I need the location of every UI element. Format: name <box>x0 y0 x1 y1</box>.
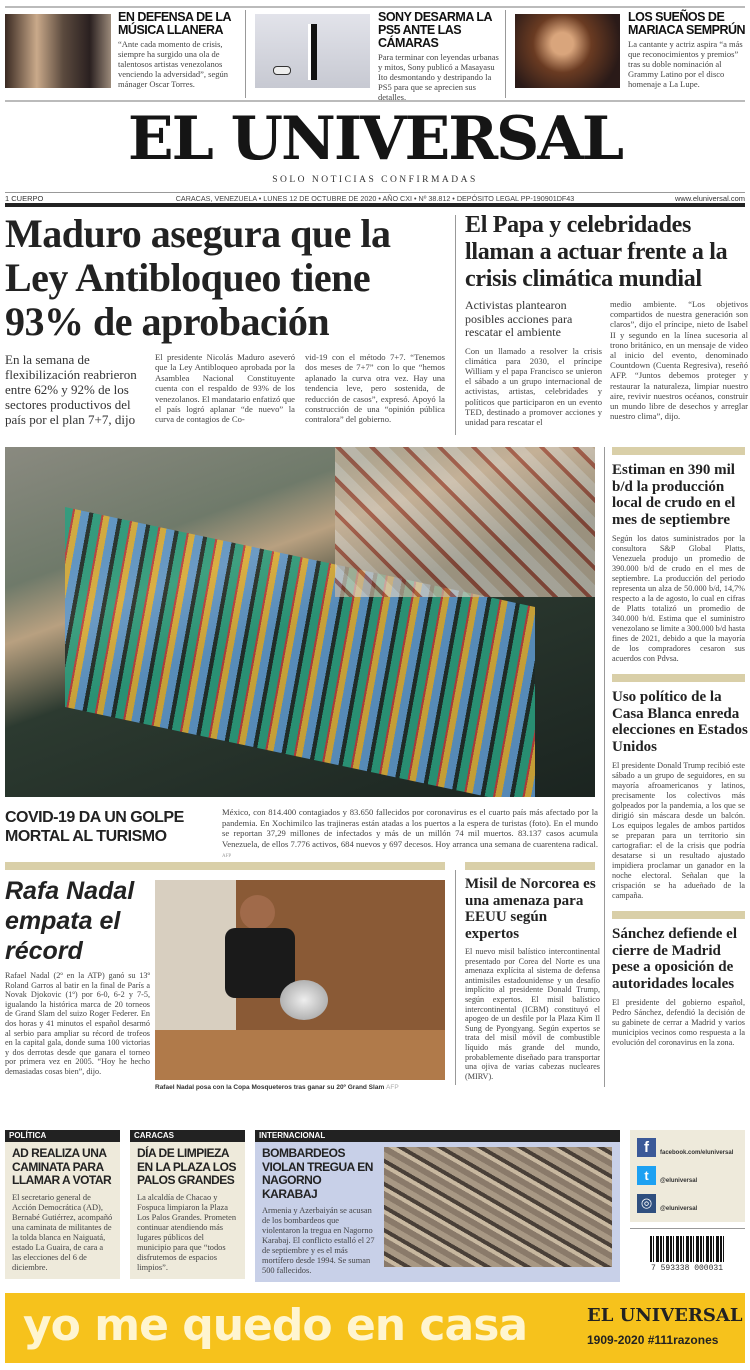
caracas-box <box>130 1130 245 1279</box>
section-label-caracas: CARACAS <box>130 1130 245 1142</box>
instagram-icon: ◎ <box>637 1194 656 1213</box>
dateline-url[interactable]: www.eluniversal.com <box>674 194 745 203</box>
banner-brand: EL UNIVERSAL <box>587 1305 743 1326</box>
covid-text <box>222 807 598 863</box>
lead-deck: En la semana de flexibilización reabrieron entre 62% y 92% de los sectores productivos del país por el plan 7+7, dijo <box>5 352 137 427</box>
top-story-1-title[interactable]: EN DEFENSA DE LA MÚSICA LLANERA <box>118 10 231 37</box>
misil-headline[interactable]: Misil de Norcorea es una amenaza para EEUU según expertos <box>465 876 596 942</box>
whitehouse-text: El presidente Donald Trump recibió este sábado a un grupo de seguidores, en su mayoría afroamericanos y latinos, precisamente los colectivos más golpeados por la pandemia, a los que se dirigió sin máscara desde un balcón. Los equipos legales de ambos partidos se preparan para un territorio sin cartografiar: el de la crisis que podría desatarse si un resultado ajustado impidiera proclamar un ganador en la noche electoral. Señalan que la crispación se ha adueñado de la campaña. <box>612 761 745 900</box>
barcode-number: 7 593338 000031 <box>650 1264 723 1273</box>
papa-deck: Activistas plantearon posibles acciones para rescatar el ambiente <box>465 298 573 339</box>
misil-text: El nuevo misil balístico intercontinental presentado por Corea del Norte es una amenaza explícita al sistema de defensa antimisiles estadounidense y un desafío implícito al presidente Donald Trump, según expertos. El misil balístico intercontinental (ICBM) constituyó el apogeo de un desfile por la Plaza Kim Il Sung de Pyongyang. Según expertos se trata del misil móvil de combustible líquido más grande del mundo, probablemente diseñado para transportar una ojiva de varias cabezas nucleares (MIRV). <box>465 947 600 1081</box>
twitter-handle: @eluniversal <box>660 1178 698 1184</box>
lead-col-2: vid-19 con el método 7+7. “Tenemos dos meses de 7+7” con lo que “hemos aplanado la curva otra vez. Hay una tendencia leve, pero sostenida, de reducción de casos”, expresó. Apoyó la construcción de una “opinión pública contralora” del gobierno. <box>305 352 445 425</box>
dateline-info: CARACAS, VENEZUELA • LUNES 12 DE OCTUBRE DE 2020 • AÑO CXI • Nº 38.812 • DEPÓSITO LEGAL PP-190901DF43 <box>175 194 575 203</box>
limpieza-text: La alcaldía de Chacao y Fospuca limpiaron la Plaza Los Palos Grandes. Prometen continuar atendiendo más lugares públicos del municipio para que “todos disfrutemos de espacios limpios”. <box>137 1192 237 1272</box>
ad-headline[interactable]: AD REALIZA UNA CAMINATA PARA LLAMAR A VOTAR <box>12 1146 112 1187</box>
top-story-1 <box>118 11 242 89</box>
nadal-headline[interactable]: Rafa Nadal empata el récord <box>5 877 135 965</box>
instagram-link[interactable] <box>637 1194 747 1216</box>
section-label-internacional: INTERNACIONAL <box>255 1130 620 1142</box>
section-label-politica: POLÍTICA <box>5 1130 120 1142</box>
covid-credit: AFP <box>222 854 232 859</box>
facebook-icon: f <box>637 1138 656 1157</box>
nadal-story <box>5 876 150 1077</box>
top-story-3 <box>628 11 748 89</box>
top-story-3-title[interactable]: LOS SUEÑOS DE MARIACA SEMPRÚN <box>628 10 746 37</box>
lead-col-1: El presidente Nicolás Maduro aseveró que la Ley Antibloqueo aprobada por la Asamblea Nacional Constituyente cuenta con el respaldo de 93% de los venezolanos. El mandatario enfatizó que el país logró aplanar “de nuevo” la curva de contagios de Co- <box>155 352 295 425</box>
papa-col-1: Con un llamado a resolver la crisis climática para 2030, el príncipe William y el papa Francisco se unieron el sábado a un grupo internacional de activistas, artistas, celebridades y políticos que participaron en un evento TED, destinado a promover acciones y unidad para rescatar el <box>465 345 602 427</box>
twitter-link[interactable] <box>637 1166 747 1188</box>
musicians-photo <box>5 14 111 88</box>
papa-headline[interactable]: El Papa y celebridades llaman a actuar frente a la crisis climática mundial <box>465 212 728 292</box>
covid-text-body: México, con 814.400 contagiados y 83.650 fallecidos por coronavirus es el cuarto país más afectado por la pandemia. En Xochimilco las trajineras están atadas a los puertos a la espera de turistas (foto). En el mundo se reportan 37,29 millones de infectados y más de un millón 74 mil muertos. 83.137 casos acumula Venezuela, de ellos 7.776 activos, 684 nuevos y 697 decesos. Hoy arranca una semana de cuarentena radical. <box>222 807 598 849</box>
covid-headline[interactable]: COVID-19 DA UN GOLPE MORTAL AL TURISMO <box>5 809 184 845</box>
bombardeos-text: Armenia y Azerbaiyán se acusan de los bombardeos que violentaron la tregua en Nagorno Karabaj. El conflicto estalló el 27 de septiembre y es el más mortífero desde 1994. Se suman 500 fallecidos. <box>262 1206 375 1275</box>
lead-story <box>5 212 450 427</box>
nadal-photo <box>155 880 445 1080</box>
right-column <box>612 447 748 1048</box>
bombardeos-headline[interactable]: BOMBARDEOS VIOLAN TREGUA EN NAGORNO KARABAJ <box>262 1146 373 1201</box>
whitehouse-headline[interactable]: Uso político de la Casa Blanca enreda elecciones en Estados Unidos <box>612 689 748 755</box>
sanchez-headline[interactable]: Sánchez defiende el cierre de Madrid pese a oposición de autoridades locales <box>612 926 737 992</box>
nadal-text: Rafael Nadal (2º en la ATP) ganó su 13º Roland Garros al batir en la final de París a Novak Djokovic (1º) por 6-0, 6-2 y 7-5, igualando la histórica marca de 20 torneos de Grand Slam del suizo Roger Federer. En dos horas y 41 minutos el español desarmó al serbio para ampliar su récord de trofeos en la capital gala, donde suma 100 victorias y dos derrotas desde que ganara el torneo por primera vez en 2005. “Hoy he hecho demasiadas cosas bien”, dijo. <box>5 971 150 1076</box>
lead-headline[interactable]: Maduro asegura que la Ley Antibloqueo tiene 93% de aprobación <box>5 211 391 344</box>
barcode <box>650 1236 725 1262</box>
masthead-logo: EL UNIVERSAL <box>127 104 623 174</box>
papa-col-2: medio ambiente. “Los objetivos compartidos de nuestra generación son claros”, dijo el príncipe, nieto de Isabel II y segundo en la línea sucesoria al trono británico, en un mensaje de video al inicio del evento, denominado Countdown (Cuenta Regresiva), reseñó AFP. “Juntos debemos proteger y restaurar la naturaleza, limpiar nuestro aire, revivir nuestros océanos, construir un mundo libre de desechos y arreglar nuestro clima”, dijo. <box>610 299 748 422</box>
misil-story <box>465 876 600 1081</box>
sanchez-text: El presidente del gobierno español, Pedro Sánchez, defendió la decisión de su gabinete de cerrar a Madrid y varios municipios vecinos como respuesta a la evolución del coronavirus en la zona. <box>612 998 745 1047</box>
ad-text: El secretario general de Acción Democrática (AD), Bernabé Gutiérrez, acompañó una caminata de militantes de la tolda blanca en Naiguatá, estado La Guaira, de cara a las elecciones del 6 de diciembre. <box>12 1192 113 1272</box>
instagram-handle: @eluniversal <box>660 1206 698 1212</box>
banner-slogan: yo me quedo en casa <box>23 1300 528 1351</box>
stay-home-banner <box>5 1293 745 1363</box>
nadal-caption-text: Rafael Nadal posa con la Copa Mosqueteros tras ganar su 20º Grand Slam <box>155 1084 385 1091</box>
facebook-handle: facebook.com/eluniversal <box>660 1150 734 1156</box>
limpieza-headline[interactable]: DÍA DE LIMPIEZA EN LA PLAZA LOS PALOS GRANDES <box>137 1146 236 1187</box>
top-story-2 <box>378 11 502 102</box>
facebook-link[interactable] <box>637 1138 747 1160</box>
masthead-tagline: SOLO NOTICIAS CONFIRMADAS <box>272 175 478 185</box>
politica-box <box>5 1130 120 1279</box>
top-story-2-text: Para terminar con leyendas urbanas y mitos, Sony publicó a Masayasu Ito desmontando y destripando la PS5 para que se aprecien sus detalles. <box>378 52 499 102</box>
nadal-credit: AFP <box>386 1084 399 1091</box>
twitter-icon: t <box>637 1166 656 1185</box>
singer-photo <box>515 14 620 88</box>
nadal-caption <box>155 1084 450 1092</box>
ps5-photo <box>255 14 370 88</box>
dateline-section: 1 CUERPO <box>5 194 44 203</box>
oil-headline[interactable]: Estiman en 390 mil b/d la producción local de crudo en el mes de septiembre <box>612 462 736 528</box>
top-story-3-text: La cantante y actriz aspira “a más que reconocimientos y premios” tras su doble nominación al Grammy Latino por el disco homenaje a La Lupe. <box>628 39 743 89</box>
xochimilco-photo <box>5 447 595 797</box>
rubble-photo <box>384 1147 612 1267</box>
papa-story <box>465 212 748 427</box>
banner-sub: 1909-2020 #111razones <box>587 1333 719 1347</box>
top-story-2-title[interactable]: SONY DESARMA LA PS5 ANTE LAS CÁMARAS <box>378 10 492 50</box>
oil-text: Según los datos suministrados por la consultora S&P Global Platts, Venezuela produjo un promedio de 390.000 b/d de crudo en el mes de septiembre. La producción del periodo representa un alza de 50.000 b/d, 14,7% respecto a la de agosto, lo cual en cifras de Platts totalizó un promedio de 340.000 b/d. Estima que el suministro venezolano se limite a 300.000 b/d hasta fines de 2021, debido a que la mayoría de los compradores cesaron sus acuerdos con Pdvsa. <box>612 534 746 663</box>
internacional-box <box>255 1130 620 1282</box>
top-story-1-text: “Ante cada momento de crisis, siempre ha surgido una ola de talentosos artistas venezolanos venciendo la adversidad”, según mánager Oscar Torres. <box>118 39 228 89</box>
